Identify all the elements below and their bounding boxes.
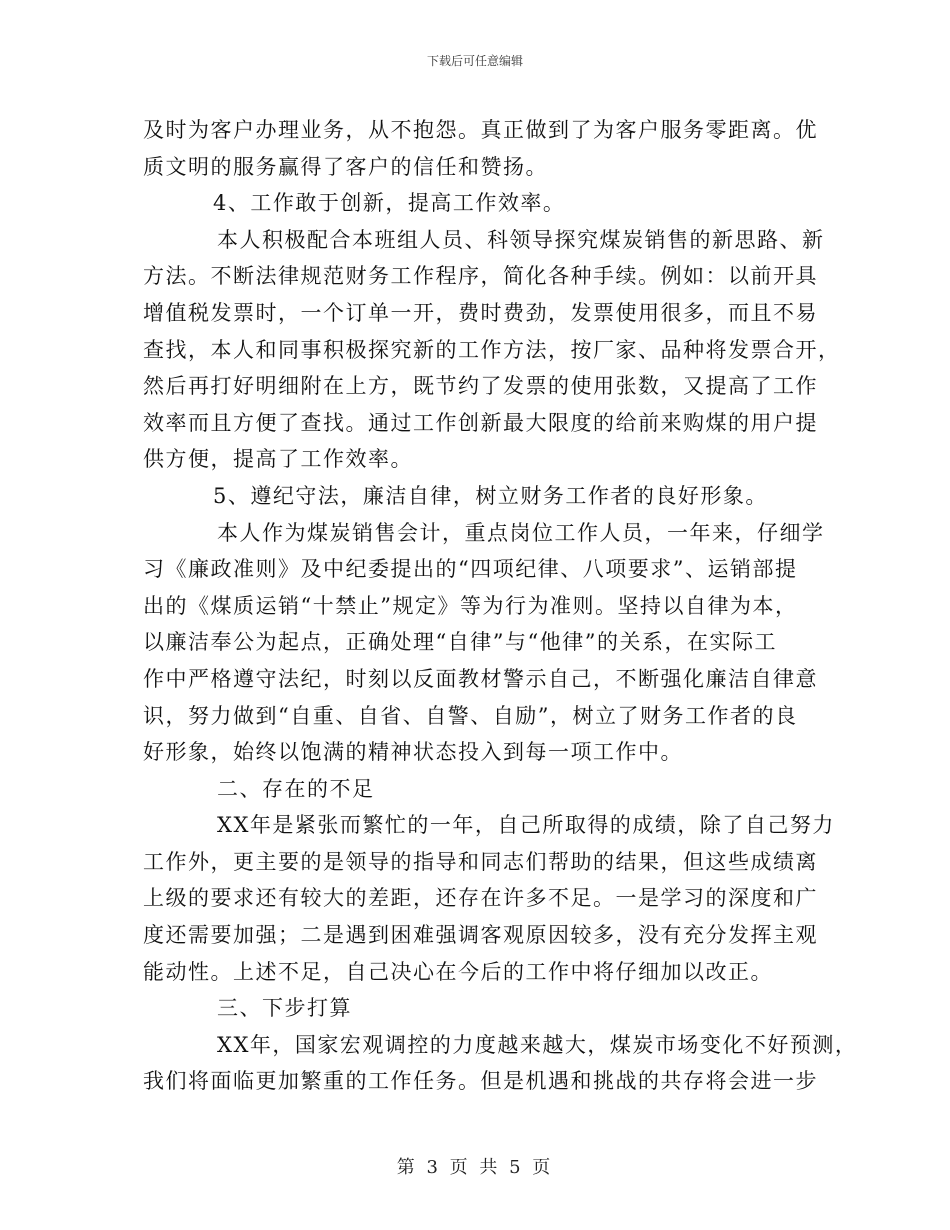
- text-line: 方法。不断法律规范财务工作程序，简化各种手续。例如：以前开具: [143, 264, 818, 289]
- text-line: 供方便，提高了工作效率。: [143, 447, 413, 472]
- text-line: 度还需要加强；二是遇到困难强调客观原因较多，没有充分发挥主观: [143, 923, 818, 948]
- page-number-footer: 第 3 页 共 5 页: [396, 1157, 554, 1178]
- text-line: 查找，本人和同事积极探究新的工作方法，按厂家、品种将发票合开，: [143, 337, 841, 362]
- text-line: 识，努力做到“自重、自省、自警、自励”，树立了财务工作者的良: [143, 703, 798, 728]
- text-line: 工作外，更主要的是领导的指导和同志们帮助的结果，但这些成绩离: [143, 849, 818, 874]
- text-line: 增值税发票时，一个订单一开，费时费劲，发票使用很多，而且不易: [143, 300, 818, 325]
- text-line: 然后再打好明细附在上方，既节约了发票的使用张数，又提高了工作: [143, 374, 818, 399]
- section-heading: 三、下步打算: [217, 996, 352, 1021]
- paragraph-start: 本人作为煤炭销售会计，重点岗位工作人员，一年来，仔细学: [217, 520, 825, 545]
- section-heading: 5、遵纪守法，廉洁自律，树立财务工作者的良好形象。: [213, 483, 768, 508]
- header-note: 下载后可任意编辑: [426, 54, 523, 68]
- text-line: 效率而且方便了查找。通过工作创新最大限度的给前来购煤的用户提: [143, 410, 818, 435]
- paragraph-start: XX年是紧张而繁忙的一年，自己所取得的成绩，除了自己努力: [217, 813, 835, 838]
- document-body: [143, 112, 858, 1100]
- paragraph-start: 本人积极配合本班组人员、科领导探究煤炭销售的新思路、新: [217, 227, 825, 252]
- text-line: 作中严格遵守法纪，时刻以反面教材警示自己，不断强化廉洁自律意: [143, 666, 818, 691]
- section-heading: 二、存在的不足: [217, 776, 375, 801]
- text-line: 质文明的服务赢得了客户的信任和赞扬。: [143, 154, 548, 179]
- paragraph-start: XX年，国家宏观调控的力度越来越大，煤炭市场变化不好预测，: [217, 1032, 858, 1057]
- text-line: 出的《煤质运销“十禁止”规定》等为行为准则。坚持以自律为本，: [143, 593, 798, 618]
- text-line: 能动性。上述不足，自己决心在今后的工作中将仔细加以改正。: [143, 959, 773, 984]
- text-line: 习《廉政准则》及中纪委提出的“四项纪律、八项要求”、运销部提: [143, 557, 798, 582]
- section-heading: 4、工作敢于创新，提高工作效率。: [213, 191, 566, 216]
- text-line: 以廉洁奉公为起点，正确处理“自律”与“他律”的关系，在实际工: [143, 630, 777, 655]
- text-line: 上级的要求还有较大的差距，还存在许多不足。一是学习的深度和广: [143, 886, 818, 911]
- text-line: 好形象，始终以饱满的精神状态投入到每一项工作中。: [143, 740, 683, 765]
- text-line: 我们将面临更加繁重的工作任务。但是机遇和挑战的共存将会进一步: [143, 1069, 818, 1094]
- text-line: 及时为客户办理业务，从不抱怨。真正做到了为客户服务零距离。优: [143, 118, 818, 142]
